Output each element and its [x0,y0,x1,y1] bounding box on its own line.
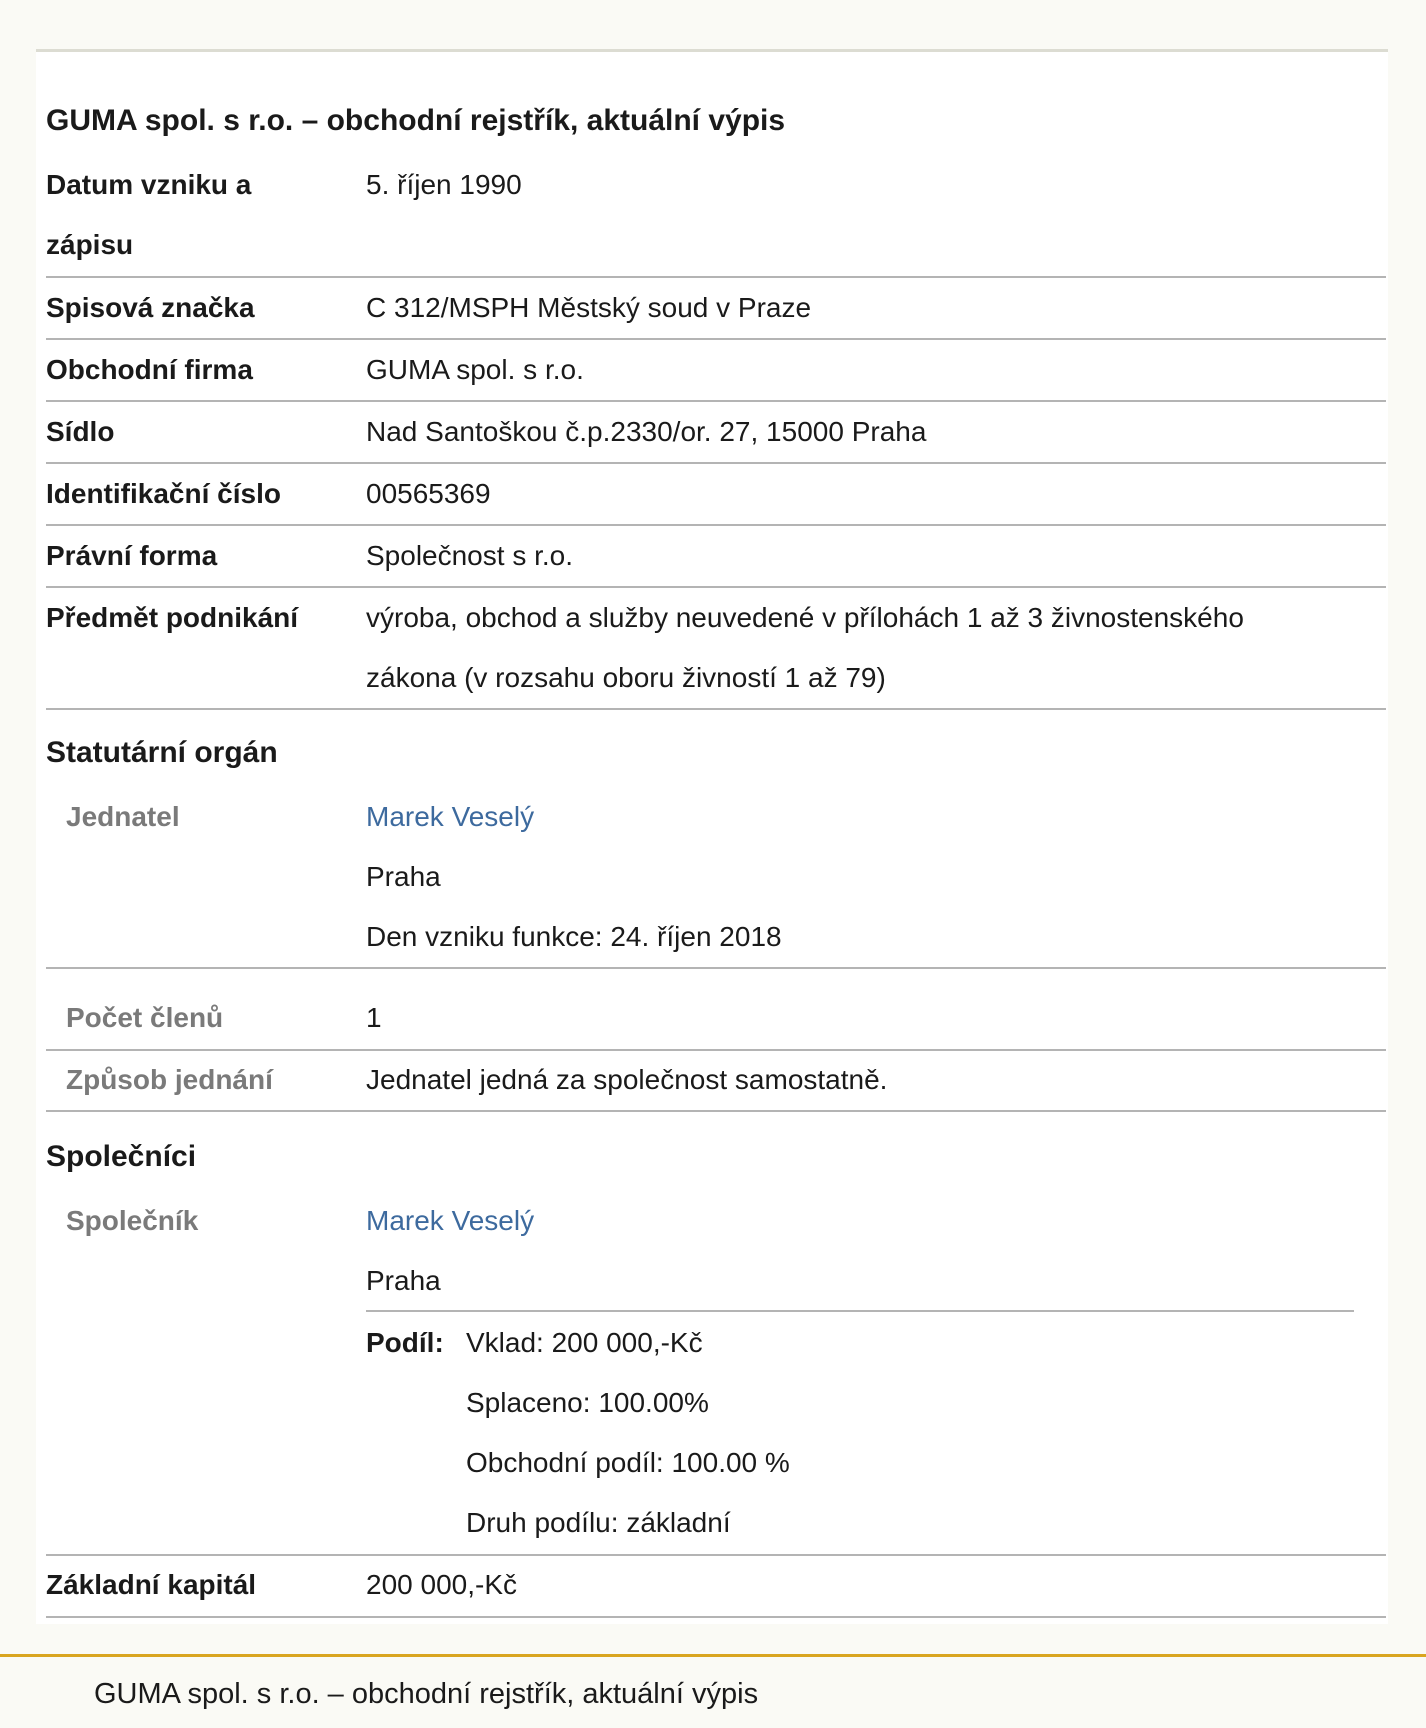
spolecnik-name-cell [366,1191,1366,1251]
label-zakladni-kapital: Základní kapitál [46,1569,257,1600]
value-sidlo: Nad Santoškou č.p.2330/or. 27, 15000 Praha [366,416,927,447]
label-predmet-podnikani: Předmět podnikání [46,602,299,633]
value-predmet-podnikani: výroba, obchod a služby neuvedené v přílohách 1 až 3 živnostenského [366,602,1244,633]
podil-splaceno: Splaceno: 100.00% [466,1387,709,1418]
divider [46,967,1386,969]
value-pravni-forma: Společnost s r.o. [366,540,574,571]
spolecnik-name-link[interactable]: Marek Veselý [366,1205,535,1236]
jednatel-name-link[interactable]: Marek Veselý [366,801,535,832]
footer-caption: GUMA spol. s r.o. – obchodní rejstřík, aktuální výpis [94,1678,759,1710]
label-pocet-clenu: Počet členů [66,1002,224,1033]
podil-druh: Druh podílu: základní [466,1507,731,1538]
value-spisova-znacka: C 312/MSPH Městský soud v Praze [366,292,812,323]
label-datum-vzniku-line2: zápisu [46,229,134,260]
value-zpusob-jednani: Jednatel jedná za společnost samostatně. [366,1064,888,1095]
label-datum-vzniku: Datum vzniku a [46,169,252,200]
label-obchodni-firma: Obchodní firma [46,354,253,385]
label-jednatel: Jednatel [66,801,180,832]
podil-obchodni: Obchodní podíl: 100.00 % [466,1447,790,1478]
podil-vklad: Vklad: 200 000,-Kč [466,1327,703,1358]
spolecnik-city: Praha [366,1265,441,1296]
jednatel-city: Praha [366,861,441,892]
value-datum-vzniku: 5. říjen 1990 [366,169,522,200]
register-extract-card [36,49,1388,1624]
label-identifikacni-cislo: Identifikační číslo [46,478,281,509]
label-spolecnik: Společník [66,1205,199,1236]
section-heading-statutarni-organ: Statutární orgán [46,736,278,769]
divider [46,1616,1386,1618]
divider [46,708,1386,710]
jednatel-since: Den vzniku funkce: 24. říjen 2018 [366,921,782,952]
label-pravni-forma: Právní forma [46,540,218,571]
divider [366,1310,1354,1312]
divider [46,1110,1386,1112]
page-title: GUMA spol. s r.o. – obchodní rejstřík, aktuální výpis [46,104,786,137]
jednatel-name-cell [366,787,1366,847]
section-heading-spolecnici: Společníci [46,1140,197,1173]
value-identifikacni-cislo: 00565369 [366,478,491,509]
podil-label: Podíl: [366,1327,444,1358]
value-predmet-podnikani-line2: zákona (v rozsahu oboru živností 1 až 79) [366,662,886,693]
label-zpusob-jednani: Způsob jednání [66,1064,273,1095]
value-pocet-clenu: 1 [366,1002,382,1033]
label-spisova-znacka: Spisová značka [46,292,255,323]
label-sidlo: Sídlo [46,416,115,447]
footer-divider [0,1654,1426,1657]
value-obchodni-firma: GUMA spol. s r.o. [366,354,584,385]
value-zakladni-kapital: 200 000,-Kč [366,1569,517,1600]
